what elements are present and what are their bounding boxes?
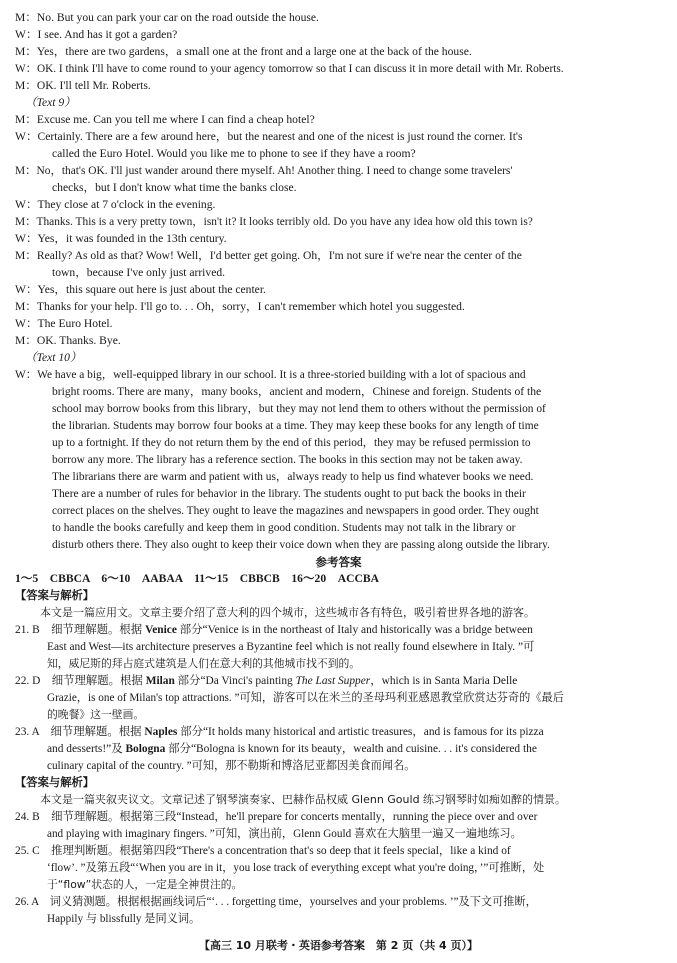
explanation-line: ‘flow’. ”及第五段“‘When you are in it，you lose track of everything except what you're doing，’”可推断，处 (47, 862, 545, 874)
section-heading: 【答案与解析】 (15, 589, 95, 602)
explanation-line: and playing with imaginary fingers. ”可知，演出前，Glenn Gould 喜欢在大脑里一遍又一遍地练习。 (47, 828, 522, 840)
text: 部分“Da Vinci's painting (174, 675, 296, 687)
passage-line: There are a number of rules for behavior in the library. The students ought to put back the books in their (52, 488, 526, 500)
text: 22. D 细节理解题。根据 (15, 675, 146, 687)
explanation-line: 知，威尼斯的拜占庭式建筑是人们在意大利的其他城市找不到的。 (47, 657, 361, 670)
line-text: OK. I'll tell Mr. Roberts. (36, 79, 151, 92)
explanation-22 (15, 674, 517, 688)
text: 部分“It holds many historical and artistic treasures，and is famous for its pizza (177, 726, 544, 738)
passage-line: up to a fortnight. If they do not return them by the end of this period，they may be refused permission to (52, 437, 531, 449)
dialogue-line: checks，but I don't know what time the banks close. (52, 181, 297, 194)
passage-line: borrow any more. The library has a reference section. The books in this section may not be taken away. (52, 454, 523, 466)
dialogue-line (15, 11, 319, 25)
keyword: Venice (145, 624, 177, 636)
speaker: M： (15, 11, 37, 24)
passage-line: school may borrow books from this library，but they may not lend them to others without the permission of (52, 403, 546, 415)
section-intro: 本文是一篇应用文。文章主要介绍了意大利的四个城市，这些城市各有特色，吸引着世界各地的游客。 (40, 606, 535, 619)
dialogue-line (15, 28, 177, 42)
line-text: No. But you can park your car on the road outside the house. (36, 11, 319, 24)
dialogue-line: W：Yes，this square out here is just about the center. (15, 283, 266, 296)
explanation-23 (15, 725, 544, 739)
explanation-25: 25. C 推理判断题。根据第四段“There's a concentration that's so deep that it feels special，like a kind of (15, 845, 511, 857)
explanation-21 (15, 623, 533, 637)
explanation-line: East and West—its architecture preserves a Byzantine feel which is not really found elsewhere in Italy. ”可 (47, 641, 535, 653)
line-text: Yes，there are two gardens，a small one at the front and a large one at the back of the house. (36, 45, 472, 58)
title: The Last Supper (295, 675, 371, 687)
text: 23. A 细节理解题。根据 (15, 726, 145, 738)
text: and desserts!”及 (47, 743, 126, 755)
dialogue-line: town，because I've only just arrived. (52, 266, 226, 279)
dialogue-line: M：Excuse me. Can you tell me where I can find a cheap hotel? (15, 113, 315, 126)
line-text: OK. I think I'll have to come round to your agency tomorrow so that I can discuss it in more detail with Mr. Roberts. (36, 63, 564, 75)
passage-line: correct places on the shelves. They ought to leave the magazines and newspapers in good order. They ought (52, 505, 539, 517)
explanation-line (47, 742, 537, 756)
keyword: Naples (144, 726, 178, 738)
answers-heading: 参考答案 (315, 555, 362, 569)
dialogue-line: W：Yes，it was founded in the 13th century. (15, 232, 227, 245)
keyword: Milan (145, 675, 175, 687)
speaker: W： (15, 28, 38, 41)
passage-line: to handle the books carefully and keep them in good condition. Students may not talk in the library or (52, 522, 516, 534)
explanation-line: culinary capital of the country. ”可知，那不勒斯和博洛尼亚都因美食而闻名。 (47, 760, 416, 772)
passage-line: disturb others there. They also ought to keep their voice down when they are passing along outside the library. (52, 539, 550, 551)
passage-line: the librarian. Students may borrow four books at a time. They may keep these books for any length of time (52, 420, 539, 432)
passage-line: The librarians there are warm and patient with us，always ready to help us find whatever books we need. (52, 471, 534, 483)
dialogue-line: called the Euro Hotel. Would you like me to phone to see if they have a room? (52, 147, 416, 160)
speaker: M： (15, 79, 37, 92)
text: 部分“Bologna is known for its beauty，wealth and cuisine. . . it's considered the (165, 743, 537, 755)
explanation-line: 的晚餐》这一壁画。 (47, 708, 145, 721)
dialogue-line: W：The Euro Hotel. (15, 317, 113, 330)
dialogue-line: M：Thanks for your help. I'll go to. . . Oh，sorry，I can't remember which hotel you suggested. (15, 300, 465, 313)
section-heading: 【答案与解析】 (15, 776, 95, 789)
dialogue-line: M：OK. Thanks. Bye. (15, 334, 121, 347)
section-intro: 本文是一篇夹叙夹议文。文章记述了钢琴演奏家、巴赫作品权威 Glenn Gould 练习钢琴时如痴如醉的情景。 (40, 793, 567, 806)
dialogue-line: M：Thanks. This is a very pretty town，isn't it? It looks terribly old. Do you have any idea how old this town is? (15, 216, 533, 228)
page-footer: 【高三 10 月联考・英语参考答案 第 2 页（共 4 页）】 (198, 939, 479, 952)
speaker: M： (15, 45, 37, 58)
dialogue-line: W：They close at 7 o'clock in the evening. (15, 198, 216, 211)
explanation-24: 24. B 细节理解题。根据第三段“Instead，he'll prepare for concerts mentally，running the piece over and over (15, 811, 538, 823)
dialogue-line: M：Really? As old as that? Wow! Well，I'd better get going. Oh，I'm not sure if we're near the center of the (15, 249, 522, 262)
text: 21. B 细节理解题。根据 (15, 624, 146, 636)
text9-label: （Text 9） (25, 96, 76, 109)
explanation-26: 26. A 词义猜测题。根据根据画线词后“‘. . . forgetting time，yourselves and your problems. ’”及下文可推断， (15, 896, 537, 908)
passage-line: bright rooms. There are many，many books，ancient and modern，Chinese and foreign. Students of the (52, 385, 542, 398)
explanation-line: Happily 与 blissfully 是同义词。 (47, 913, 201, 925)
dialogue-line (15, 45, 472, 59)
text: 部分“Venice is in the northeast of Italy and historically was a bridge between (176, 624, 533, 636)
dialogue-line (15, 62, 564, 76)
line-text: I see. And has it got a garden? (37, 28, 178, 41)
passage-line: W：We have a big，well-equipped library in our school. It is a three-storied building with a lot of spacious and (15, 369, 526, 381)
dialogue-line (15, 79, 151, 93)
speaker: W： (15, 63, 37, 75)
text: ，which is in Santa Maria Delle (370, 675, 518, 687)
dialogue-line: M：No，that's OK. I'll just wander around there myself. Ah! Another thing. I need to change some travelers' (15, 165, 513, 177)
text10-label: （Text 10） (25, 351, 82, 364)
explanation-line: 于“flow”状态的人，一定是全神贯注的。 (47, 878, 243, 891)
dialogue-line: W：Certainly. There are a few around here，but the nearest and one of the nicest is just round the corner. It's (15, 130, 523, 143)
explanation-line: Grazie，is one of Milan's top attractions. ”可知，游客可以在米兰的圣母玛利亚感恩教堂欣赏达芬奇的《最后 (47, 692, 564, 704)
keyword: Bologna (125, 743, 166, 755)
answer-key: 1～5 CBBCA 6～10 AABAA 11～15 CBBCB 16～20 ACCBA (15, 572, 379, 585)
